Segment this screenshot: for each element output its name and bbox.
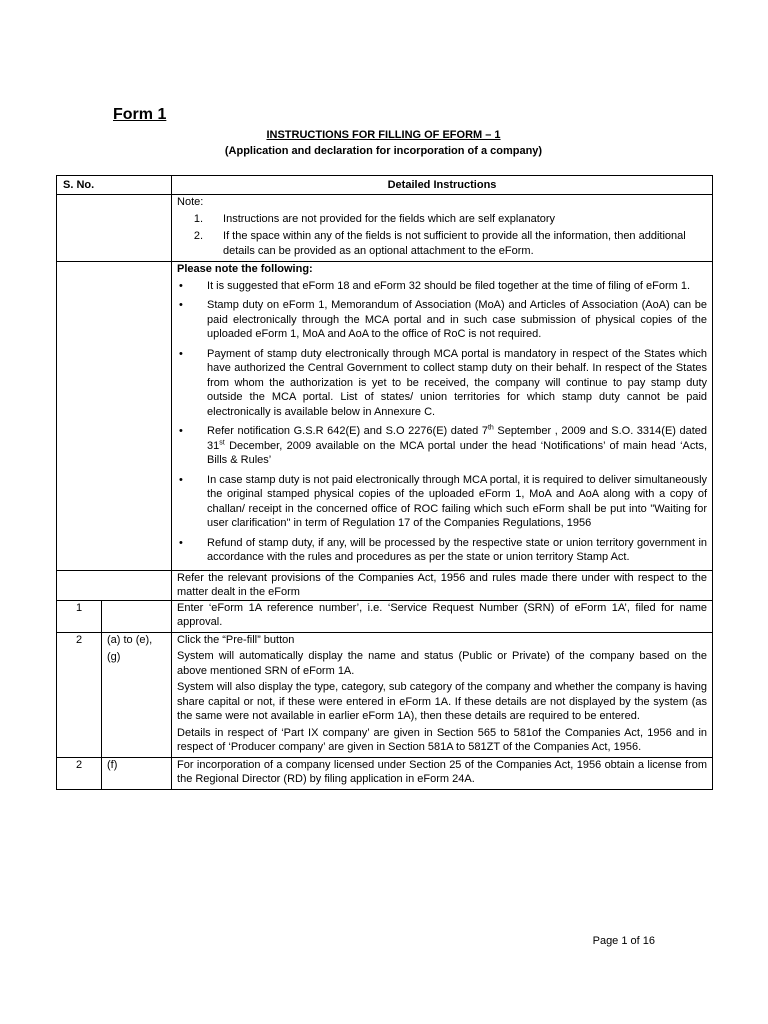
text-fragment: Refer notification G.S.R 642(E) and S.O 2276(E) dated 7 <box>207 425 488 437</box>
note-number: 1. <box>193 212 204 225</box>
please-note-cell <box>172 262 713 571</box>
bullet-text: In case stamp duty is not paid electronically through MCA portal, it is required to deliver simultaneously the original stamped physical copies of the uploaded eForm 1, MoA and AoA along with a copy of challan/ receipt in the concerned office of ROC failing which such eForm shall be put into "Waiting for user clarification" in term of Regulation 17 of the Companies Regulations, 1956 <box>207 473 708 529</box>
sno-cell: 2 <box>57 757 102 789</box>
list-item <box>177 279 707 294</box>
notes-cell <box>172 195 713 262</box>
document-subheading: (Application and declaration for incorporation of a company) <box>224 145 543 157</box>
text-fragment: September , 2009 and S.O. 3314(E) dated 31 <box>207 425 708 452</box>
field-label: (g) <box>107 651 121 663</box>
please-note-heading: Please note the following: <box>177 263 313 275</box>
sno-cell: 1 <box>57 600 102 632</box>
list-item <box>177 536 707 565</box>
header-sno: S. No. <box>57 176 172 195</box>
list-item <box>177 424 707 468</box>
bullet-text: Payment of stamp duty electronically through MCA portal is mandatory in respect of the States which have authorized the Central Government to collect stamp duty on their behalf. In respect of the States from whom the authorization is yet to be received, the company will continue to pay stamp duty outside the MCA portal. List of states/ union territories for which stamp duty cannot be paid electronically is available below in Annexure C. <box>207 347 708 418</box>
field-cell <box>102 600 172 632</box>
bullet-text: Refund of stamp duty, if any, will be processed by the respective state or union territory government in accordance with the rules and procedures as per the state or union territory Stamp Act. <box>207 536 708 563</box>
note-number: 2. <box>193 230 204 242</box>
table-row <box>57 757 713 789</box>
sno-cell: 2 <box>57 632 102 757</box>
instruction-paragraph: System will also display the type, category, sub category of the company and whether the company is having share capital or not, if these were entered in eForm 1A. If these details are not displayed by the system (as the same were not available in earlier eForm 1A), then these details are required to be entered. <box>177 681 708 722</box>
field-cell <box>102 632 172 757</box>
ordinal-suffix: st <box>219 438 225 446</box>
bullet-icon: • <box>179 473 183 486</box>
note-text: If the space within any of the fields is not sufficient to provide all the information, then additional details can be provided as an optional attachment to the eForm. <box>223 230 686 257</box>
empty-cell <box>57 262 172 571</box>
table-row-please-note <box>57 262 713 571</box>
note-item <box>177 212 707 227</box>
ordinal-suffix: th <box>487 424 494 432</box>
instruction-paragraph: Details in respect of ‘Part IX company’ are given in Section 565 to 581of the Companies Act, 1956 and in respect of ‘Producer company’ are given in Section 581A to 581ZT of the Companies Act, 1956. <box>177 726 708 753</box>
instruction-paragraph: System will automatically display the name and status (Public or Private) of the company based on the above mentioned SRN of eForm 1A. <box>177 650 708 677</box>
list-item <box>177 473 707 531</box>
bullet-icon: • <box>179 299 183 311</box>
empty-cell <box>57 570 172 600</box>
instruction-cell <box>172 632 713 757</box>
note-label: Note: <box>177 196 204 208</box>
table-header-row <box>57 176 713 195</box>
field-cell: (f) <box>102 757 172 789</box>
notes-list <box>177 212 707 259</box>
instruction-paragraph: Click the “Pre-fill” button <box>177 633 295 646</box>
bullet-list <box>177 279 707 565</box>
instruction-paragraph: For incorporation of a company licensed under Section 25 of the Companies Act, 1956 obtain a license from the Regional Director (RD) by filing application in eForm 24A. <box>177 758 708 785</box>
header-instructions: Detailed Instructions <box>172 176 713 195</box>
bullet-icon: • <box>179 425 183 437</box>
bullet-icon: • <box>179 536 183 549</box>
note-item <box>177 229 707 258</box>
list-item <box>177 298 707 342</box>
instruction-cell <box>172 757 713 789</box>
instructions-table <box>56 175 713 790</box>
table-row-refer <box>57 570 713 600</box>
bullet-text: Stamp duty on eForm 1, Memorandum of Association (MoA) and Articles of Association (AoA) can be paid electronically through the MCA portal and in such case submission of physical copies of the uploaded eForm 1, MoA and AoA to the office of RoC is not required. <box>207 299 708 340</box>
table-row <box>57 600 713 632</box>
table-row-notes <box>57 195 713 262</box>
form-title: Form 1 <box>113 106 167 123</box>
bullet-icon: • <box>179 347 183 360</box>
table-row <box>57 632 713 757</box>
instruction-cell <box>172 600 713 632</box>
document-heading: INSTRUCTIONS FOR FILLING OF EFORM – 1 <box>266 129 501 141</box>
bullet-text: It is suggested that eForm 18 and eForm 32 should be filed together at the time of filing of eForm 1. <box>207 279 691 292</box>
bullet-icon: • <box>179 279 183 292</box>
empty-cell <box>57 195 172 262</box>
instruction-paragraph: Enter ‘eForm 1A reference number’, i.e. ‘Service Request Number (SRN) of eForm 1A’, filed for name approval. <box>177 601 708 628</box>
page-number: Page 1 of 16 <box>592 935 655 947</box>
list-item <box>177 347 707 420</box>
field-label: (a) to (e), <box>107 633 153 646</box>
refer-cell: Refer the relevant provisions of the Companies Act, 1956 and rules made there under with respect to the matter dealt in the eForm <box>172 570 713 600</box>
bullet-text <box>207 424 707 468</box>
text-fragment: December, 2009 available on the MCA portal under the head ‘Notifications’ of main head ‘Acts, Bills & Rules’ <box>207 439 708 466</box>
note-text: Instructions are not provided for the fields which are self explanatory <box>223 212 556 225</box>
